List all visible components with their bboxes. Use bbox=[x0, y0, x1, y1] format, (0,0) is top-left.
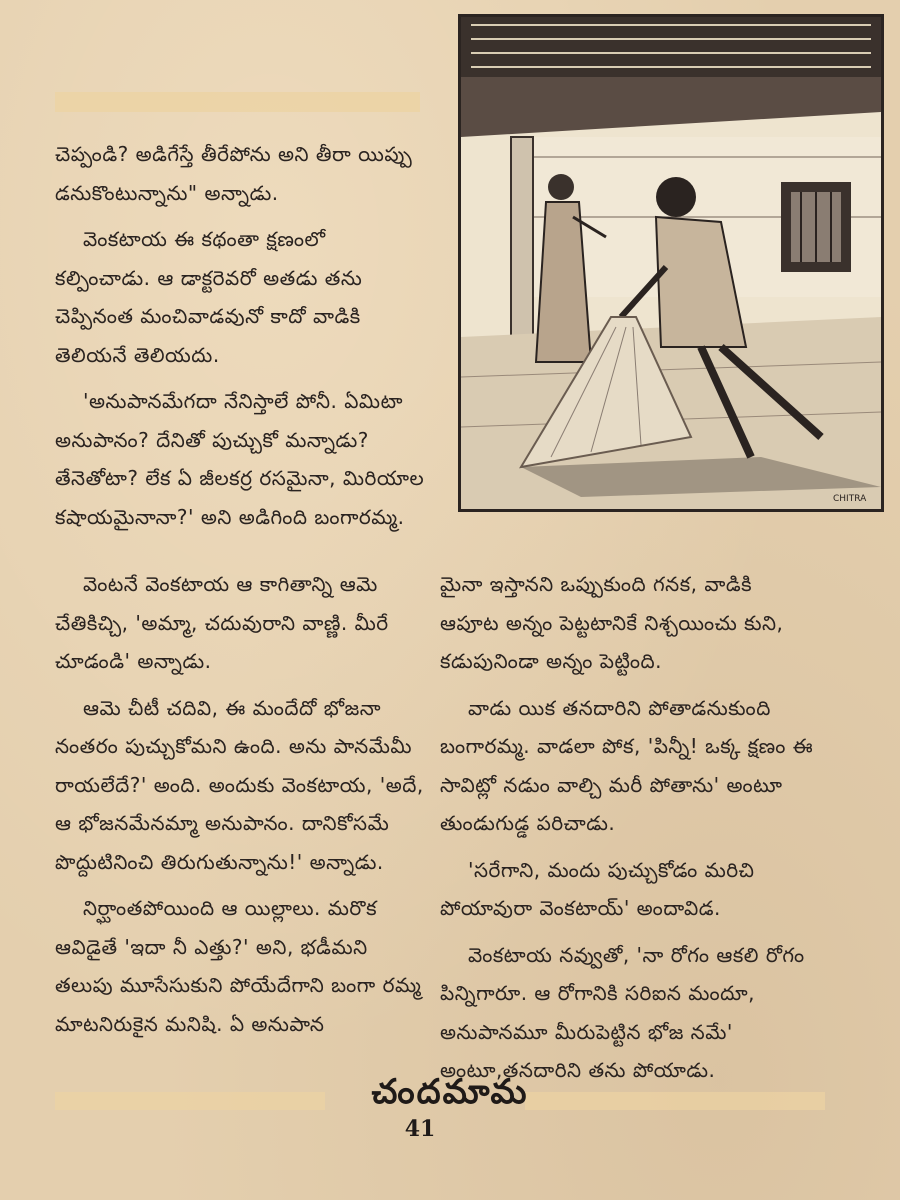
footer-decoration-band-right bbox=[525, 1092, 825, 1110]
story-illustration bbox=[458, 14, 884, 512]
paragraph: ఆమె చీటీ చదివి, ఈ మందేదో భోజనా నంతరం పుచ్చుకోమని ఉంది. అను పానమేమీ రాయలేదే?' అంది. అందుకు వెంకటాయ, 'అదే, ఆ భోజనమేనమ్మా అనుపానం. దానికోసమే పొద్దుటినించి తిరుగుతున్నాను!' అన్నాడు. bbox=[55, 695, 424, 874]
text-column-top-left bbox=[55, 135, 425, 536]
text-column-right bbox=[440, 565, 815, 1090]
paragraph: 'సరేగాని, మందు పుచ్చుకోడం మరిచి పోయావురా వెంకటాయ్' అందావిడ. bbox=[440, 857, 755, 920]
paragraph: వెంకటాయ ఈ కథంతా క్షణంలో కల్పించాడు. ఆ డాక్టరెవరో అతడు తను చెప్పినంత మంచివాడవునో కాదో వాడికి తెలియనే తెలియదు. bbox=[55, 227, 363, 367]
page-number: 41 bbox=[404, 1116, 436, 1142]
paragraph: 'అనుపానమేగదా నేనిస్తాలే పోనీ. ఏమిటా అనుపానం? దేనితో పుచ్చుకో మన్నాడు? తేనెతోటా? లేక ఏ జీలకర్ర రసమైనా, మిరియాల కషాయమైనానా?' అని అడిగింది బంగారమ్మ. bbox=[55, 389, 425, 529]
header-decoration-band bbox=[55, 92, 420, 112]
illustrator-signature: CHITRA bbox=[833, 494, 867, 504]
paragraph: చెప్పండి? అడిగేస్తే తీరేపోను అని తీరా యిప్పు డనుకొంటున్నాను" అన్నాడు. bbox=[55, 142, 413, 205]
paragraph: మైనా ఇస్తానని ఒప్పుకుంది గనక, వాడికి ఆపూట అన్నం పెట్టటానికే నిశ్చయించు కుని, కడుపునిండా అన్నం పెట్టింది. bbox=[440, 572, 784, 673]
paragraph: నిర్ఘాంతపోయింది ఆ యిల్లాలు. మరొక ఆవిడైతే 'ఇదా నీ ఎత్తు?' అని, భడీమని తలుపు మూసేసుకుని పోయేదేగాని బంగా రమ్మ మాటనిరుకైన మనిషి. ఏ అనుపాన bbox=[55, 896, 422, 1036]
paragraph: వెంకటాయ నవ్వుతో, 'నా రోగం ఆకలి రోగం పిన్నిగారూ. ఆ రోగానికి సరిఐన మందూ, అనుపానమూ మీరుపెట్టిన భోజ నమే' అంటూ,తనదారిని తను పోయాడు. bbox=[440, 942, 805, 1082]
magazine-title: చందమామ bbox=[371, 1072, 529, 1112]
text-column-left bbox=[55, 565, 425, 1043]
illustration-drawing bbox=[461, 17, 881, 509]
paragraph: వెంటనే వెంకటాయ ఆ కాగితాన్ని ఆమె చేతికిచ్చి, 'అమ్మా, చదువురాని వాణ్ణి. మీరే చూడండి' అన్నాడు. bbox=[55, 572, 389, 673]
footer-decoration-band-left bbox=[55, 1092, 325, 1110]
paragraph: వాడు యిక తనదారిని పోతాడనుకుంది బంగారమ్మ. వాడలా పోక, 'పిన్నీ! ఒక్క క్షణం ఈ సావిట్లో నడుం వాల్చి మరీ పోతాను' అంటూ తుండుగుడ్డ పరిచాడు. bbox=[440, 695, 814, 835]
